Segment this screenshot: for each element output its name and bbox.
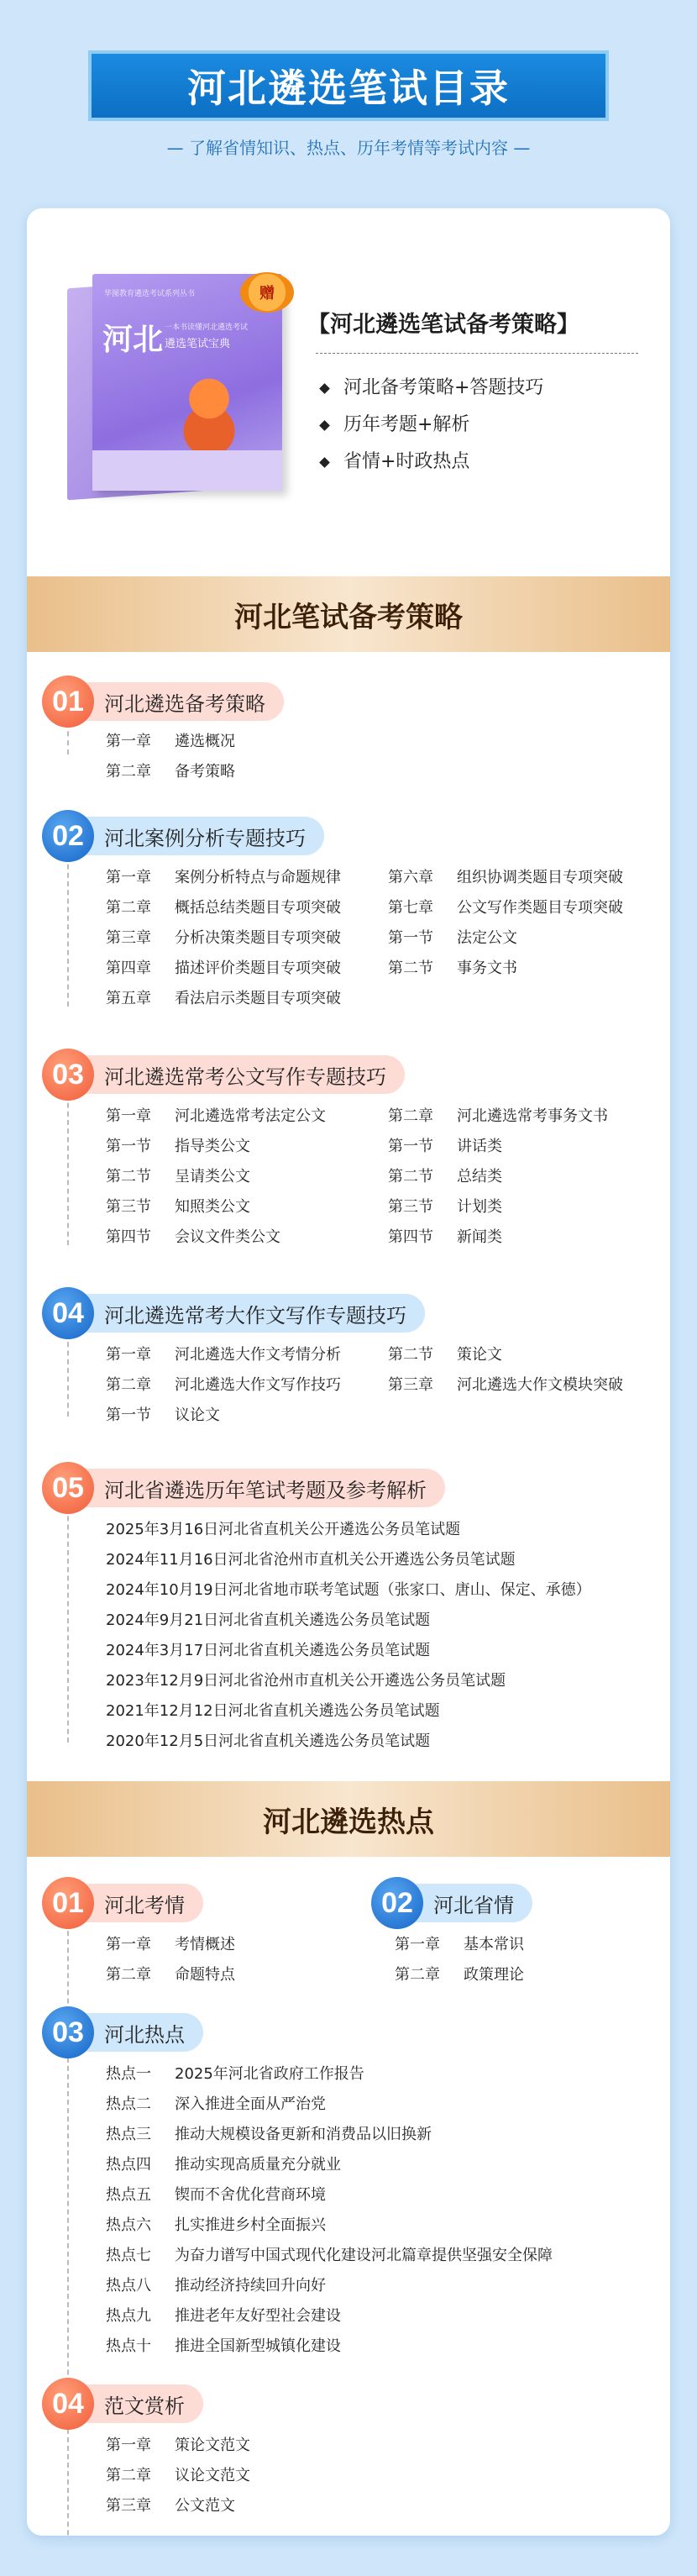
gift-badge: 赠: [240, 272, 294, 313]
chapter-heading: [42, 676, 284, 728]
hotspot-line: 热点四 推动实现高质量充分就业: [106, 2156, 341, 2174]
number-badge: 04: [42, 2378, 94, 2430]
toc-line: 第二节 呈请类公文: [106, 1168, 250, 1185]
exam-item: 2024年10月19日河北省地市联考笔试题（张家口、唐山、保定、承德）: [106, 1581, 591, 1599]
diamond-bullet-icon: [319, 457, 330, 468]
toc-line: 第六章 组织协调类题目专项突破: [388, 869, 623, 886]
toc-line: 第一章 河北遴选常考法定公文: [106, 1107, 326, 1125]
dashed-connector: [67, 1490, 69, 1743]
toc-line: 第二章 命题特点: [106, 1966, 235, 1984]
chapter-title: 河北考情: [77, 1884, 203, 1922]
toc-line: 第二节 策论文: [388, 1346, 502, 1364]
exam-item: 2021年12月12日河北省直机关遴选公务员笔试题: [106, 1702, 440, 1720]
exam-item: 2023年12月9日河北省沧州市直机关公开遴选公务员笔试题: [106, 1672, 506, 1690]
toc-line: 第二章 议论文范文: [106, 2467, 250, 2484]
number-badge: 05: [42, 1462, 94, 1514]
chapter-heading: [42, 2006, 203, 2058]
hotspot-line: 热点二 深入推进全面从严治党: [106, 2095, 326, 2113]
number-badge: 01: [42, 676, 94, 728]
number-badge: 03: [42, 1049, 94, 1101]
chapter-title: 河北省遴选历年笔试考题及参考解析: [77, 1469, 445, 1507]
toc-line: 第二节 总结类: [388, 1168, 502, 1185]
chapter-title: 河北遴选常考公文写作专题技巧: [77, 1055, 405, 1094]
chapter-title: 河北省情: [406, 1884, 532, 1922]
promo-item: 省情+时政热点: [321, 447, 469, 473]
toc-line: 第二节 事务文书: [388, 959, 517, 977]
toc-line: 第二章 备考策略: [106, 763, 235, 781]
promo-divider: [316, 353, 638, 354]
toc-line: 第二章 河北遴选常考事务文书: [388, 1107, 608, 1125]
toc-line: 第一节 指导类公文: [106, 1138, 250, 1155]
section-header-hotspots: 河北遴选热点: [27, 1781, 670, 1857]
toc-line: 第四节 会议文件类公文: [106, 1228, 280, 1246]
chapter-title: 河北遴选常考大作文写作专题技巧: [77, 1294, 425, 1333]
exam-item: 2024年11月16日河北省沧州市直机关公开遴选公务员笔试题: [106, 1551, 516, 1569]
hotspot-line: 热点十 推进全国新型城镇化建设: [106, 2337, 341, 2355]
toc-line: 第二章 政策理论: [395, 1966, 524, 1984]
promo-item: 历年考题+解析: [321, 410, 469, 436]
dashed-connector: [67, 839, 69, 1007]
toc-line: 第五章 看法启示类题目专项突破: [106, 990, 341, 1007]
hotspot-line: 热点五 锲而不舍优化营商环境: [106, 2186, 326, 2204]
book-publisher: 华图教育遴选考试系列丛书: [104, 290, 196, 298]
page-subtitle: — 了解省情知识、热点、历年考情等考试内容 —: [166, 138, 531, 158]
chapter-heading: [42, 1049, 405, 1101]
toc-line: 第二章 概括总结类题目专项突破: [106, 899, 341, 917]
exam-item: 2024年9月21日河北省直机关遴选公务员笔试题: [106, 1611, 431, 1629]
chapter-heading: [371, 1877, 532, 1929]
exam-item: 2025年3月16日河北省直机关公开遴选公务员笔试题: [106, 1521, 461, 1538]
diamond-bullet-icon: [319, 383, 330, 394]
promo-item: 河北备考策略+答题技巧: [321, 373, 543, 399]
book-main-title: 河北: [102, 323, 164, 357]
chapter-heading: [42, 1877, 203, 1929]
number-badge: 02: [371, 1877, 423, 1929]
catalog-card: [27, 208, 670, 2536]
diamond-bullet-icon: [319, 420, 330, 431]
dashed-connector: [67, 1906, 69, 2536]
chapter-title: 河北遴选备考策略: [77, 682, 284, 721]
toc-line: 第七章 公文写作类题目专项突破: [388, 899, 623, 917]
hotspot-line: 热点六 扎实推进乡村全面振兴: [106, 2216, 326, 2234]
book-subtitle: 遴选笔试宝典: [165, 338, 231, 350]
toc-line: 第一节 议论文: [106, 1406, 220, 1424]
toc-line: 第一章 策论文范文: [106, 2437, 250, 2454]
toc-line: 第四节 新闻类: [388, 1228, 502, 1246]
toc-line: 第二章 河北遴选大作文写作技巧: [106, 1376, 341, 1394]
toc-line: 第一章 遴选概况: [106, 733, 235, 750]
hotspot-line: 热点八 推动经济持续回升向好: [106, 2277, 326, 2295]
hotspot-line: 热点三 推动大规模设备更新和消费品以旧换新: [106, 2126, 432, 2143]
toc-line: 第三章 公文范文: [106, 2497, 235, 2515]
chapter-title: 河北热点: [77, 2013, 203, 2052]
chapter-title: 河北案例分析专题技巧: [77, 817, 324, 855]
chapter-title: 范文赏析: [77, 2384, 203, 2423]
toc-line: 第四章 描述评价类题目专项突破: [106, 959, 341, 977]
chapter-heading: [42, 810, 324, 862]
page-title: 河北遴选笔试目录: [88, 50, 609, 121]
chapter-heading: [42, 2378, 203, 2430]
toc-line: 第一节 法定公文: [388, 929, 517, 947]
toc-line: 第一节 讲话类: [388, 1138, 502, 1155]
dashed-connector: [67, 1077, 69, 1245]
book-base: [92, 450, 282, 491]
number-badge: 02: [42, 810, 94, 862]
toc-line: 第一章 案例分析特点与命题规律: [106, 869, 341, 886]
section-header-strategy: 河北笔试备考策略: [27, 576, 670, 652]
exam-item: 2020年12月5日河北省直机关遴选公务员笔试题: [106, 1732, 431, 1750]
number-badge: 01: [42, 1877, 94, 1929]
toc-line: 第一章 河北遴选大作文考情分析: [106, 1346, 341, 1364]
toc-line: 第一章 基本常识: [395, 1936, 524, 1953]
number-badge: 04: [42, 1287, 94, 1339]
hotspot-line: 热点九 推进老年友好型社会建设: [106, 2307, 341, 2325]
mascot-figure: [173, 366, 245, 459]
chapter-heading: [42, 1462, 445, 1514]
toc-line: 第一章 考情概述: [106, 1936, 235, 1953]
number-badge: 03: [42, 2006, 94, 2058]
book-small-text: 一本书读懂河北遴选考试: [165, 323, 249, 332]
toc-line: 第三节 知照类公文: [106, 1198, 250, 1216]
exam-item: 2024年3月17日河北省直机关遴选公务员笔试题: [106, 1642, 431, 1659]
toc-line: 第三章 河北遴选大作文模块突破: [388, 1376, 623, 1394]
hotspot-line: 热点一 2025年河北省政府工作报告: [106, 2065, 364, 2083]
promo-title: 【河北遴选笔试备考策略】: [307, 312, 579, 338]
toc-line: 第三节 计划类: [388, 1198, 502, 1216]
toc-line: 第三章 分析决策类题目专项突破: [106, 929, 341, 947]
hotspot-line: 热点七 为奋力谱写中国式现代化建设河北篇章提供坚强安全保障: [106, 2247, 553, 2264]
chapter-heading: [42, 1287, 425, 1339]
